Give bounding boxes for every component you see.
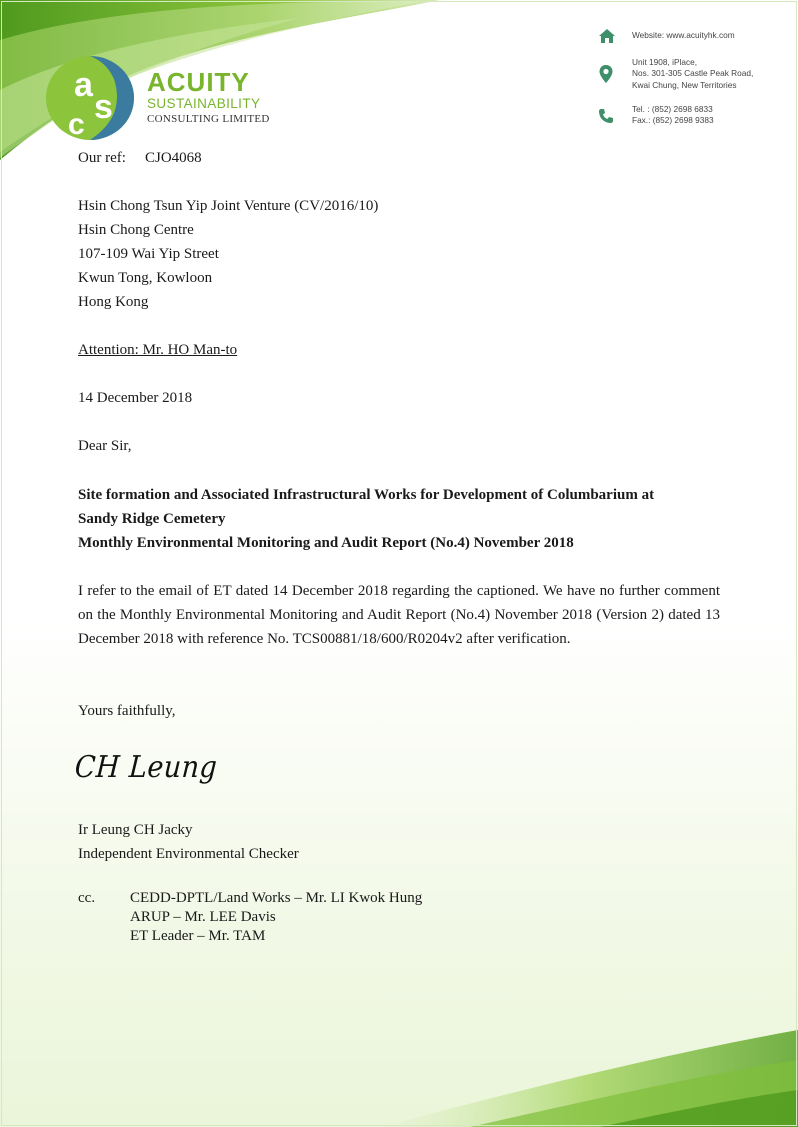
brand-block	[147, 68, 270, 126]
subject-line: Monthly Environmental Monitoring and Audit Report (No.4) November 2018	[78, 535, 574, 551]
subject-line: Site formation and Associated Infrastructural Works for Development of Columbarium at	[78, 487, 655, 503]
address-line: Kwai Chung, New Territories	[632, 79, 737, 90]
phone-fax-block	[632, 104, 714, 127]
recipient-line: Hsin Chong Centre	[78, 222, 194, 238]
location-pin-icon	[598, 64, 614, 84]
recipient-line: Hsin Chong Tsun Yip Joint Venture (CV/2016/10)	[78, 198, 379, 214]
handwritten-signature: CH Leung	[73, 750, 219, 785]
letter-date: 14 December 2018	[78, 390, 193, 406]
subject-block	[78, 483, 720, 555]
logo-letter-a: a	[74, 66, 93, 104]
address-block	[632, 57, 753, 91]
brand-line-3: CONSULTING LIMITED	[147, 113, 270, 125]
cc-list	[130, 889, 422, 946]
website-text: Website: www.acuityhk.com	[632, 30, 735, 40]
tel-text: Tel. : (852) 2698 6833	[632, 104, 713, 114]
subject-line: Sandy Ridge Cemetery	[78, 511, 226, 527]
recipient-line: Hong Kong	[78, 294, 149, 310]
closing: Yours faithfully,	[78, 703, 176, 719]
leaf-logo-icon	[44, 54, 136, 142]
address-line: Nos. 301-305 Castle Peak Road,	[632, 68, 754, 79]
address-line: Unit 1908, iPlace,	[632, 57, 698, 67]
ref-value: CJO4068	[145, 150, 202, 166]
logo-letter-c: c	[68, 108, 85, 141]
logo-letter-s: s	[94, 88, 113, 126]
attention-line: Attention: Mr. HO Man-to	[78, 342, 238, 358]
signer-block	[78, 818, 299, 866]
recipient-line: 107-109 Wai Yip Street	[78, 246, 219, 262]
our-ref	[78, 146, 202, 170]
cc-item: CEDD-DPTL/Land Works – Mr. LI Kwok Hung	[130, 890, 423, 906]
recipient-address	[78, 194, 378, 314]
salutation: Dear Sir,	[78, 438, 132, 454]
ref-label: Our ref:	[78, 150, 126, 166]
cc-item: ARUP – Mr. LEE Davis	[130, 909, 276, 925]
signer-name: Ir Leung CH Jacky	[78, 822, 193, 838]
cc-item: ET Leader – Mr. TAM	[130, 928, 266, 944]
brand-line-2: SUSTAINABILITY	[147, 96, 261, 111]
signer-title: Independent Environmental Checker	[78, 846, 299, 862]
home-icon	[598, 28, 616, 44]
fax-text: Fax.: (852) 2698 9383	[632, 115, 714, 126]
recipient-line: Kwun Tong, Kowloon	[78, 270, 213, 286]
brand-name: ACUITY	[147, 67, 250, 97]
phone-icon	[598, 108, 614, 124]
cc-label: cc.	[78, 890, 96, 906]
body-paragraph: I refer to the email of ET dated 14 December 2018 regarding the captioned. We have no further comment on the Monthly Environmental Monitoring and Audit Report (No.4) November 2018 (Version 2) dated 13 December 2018 with reference No. TCS00881/18/600/R0204v2 after verification.	[78, 583, 720, 647]
